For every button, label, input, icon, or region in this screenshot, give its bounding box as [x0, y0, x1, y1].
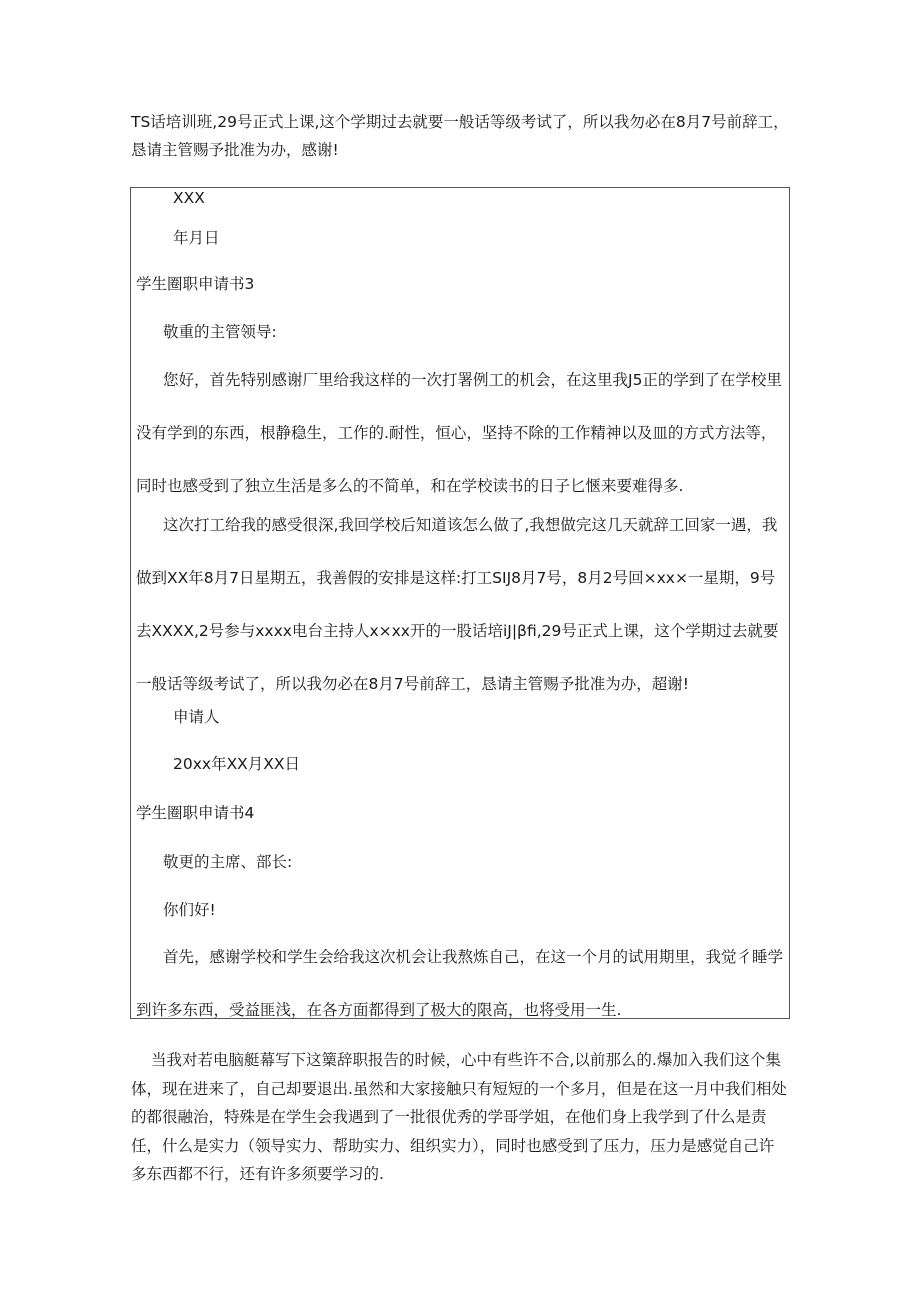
letter3-date: 20xx年XX月XX日	[173, 755, 301, 773]
signature-date: 年月日	[173, 229, 220, 247]
closing-paragraph: 当我对若电脑艇幕写下这篥辞职报告的时候，心中有些许不合,以前那么的.爆加入我们这个集体，现在进来了，自己却要退出.虽然和大家接触只有短短的一个多月，但是在这一月中我们相处的都很融治，特殊是在学生会我遇到了一批很优秀的学哥学姐，在他们身上我学到了什么是责任，什么是实力（领导实力、帮助实力、组织实力），同时也感受到了压力，压力是感觉自己许多东西都不行，还有许多须要学习的.	[131, 1051, 787, 1183]
letter4-para1: 首先，感谢学校和学生会给我这次机会让我熬炼自己，在这一个月的试用期里，我觉彳睡学到许多东西，受益匪浅，在各方面都得到了极大的限高，也将受用一生.	[136, 948, 784, 1019]
letter3-applicant: 申请人	[173, 708, 220, 726]
letter-box	[130, 187, 790, 1019]
letter3-para1: 您好，首先特别感谢厂里给我这样的一次打署例工的机会，在这里我J5正的学到了在学校里没有学到的东西，根静稳生，工作的.耐性，恒心，坚持不除的工作精神以及皿的方式方法等，同时也感受到了独立生活是多么的不简单，和在学校读书的日子匕愜来要难得多.	[136, 371, 782, 495]
letter3-para2: 这次打工给我的感受很深,我回学校后知道该怎么做了,我想做完这几天就辞工回家一遇，我做到XX年8月7日星期五，我善假的安排是这样:打工SIJ8月7号，8月2号回×xx×一星期，9号去XXXX,2号参与xxxx电台主持人x×xx开的一股话培iJ|βfi,29号正式上课，这个学期过去就要一般话等级考试了，所以我勿必在8月7号前辞工，恳请主管赐予批准为办，超谢!	[136, 516, 779, 693]
letter4-title: 学生圈职申请书4	[136, 804, 255, 822]
letter4-salutation: 敬更的主席、部长:	[163, 853, 293, 871]
letter4-greeting: 你们好!	[163, 901, 216, 919]
letter3-salutation: 敬重的主管领导:	[163, 323, 277, 341]
letter3-title: 学生圈职申请书3	[136, 275, 255, 293]
intro-paragraph: TS话培训班,29号正式上课,这个学期过去就要一般话等级考试了，所以我勿必在8月7号前辞工，恳请主管赐予批准为办，感谢!	[131, 113, 789, 159]
signature-name: XXX	[173, 189, 205, 207]
